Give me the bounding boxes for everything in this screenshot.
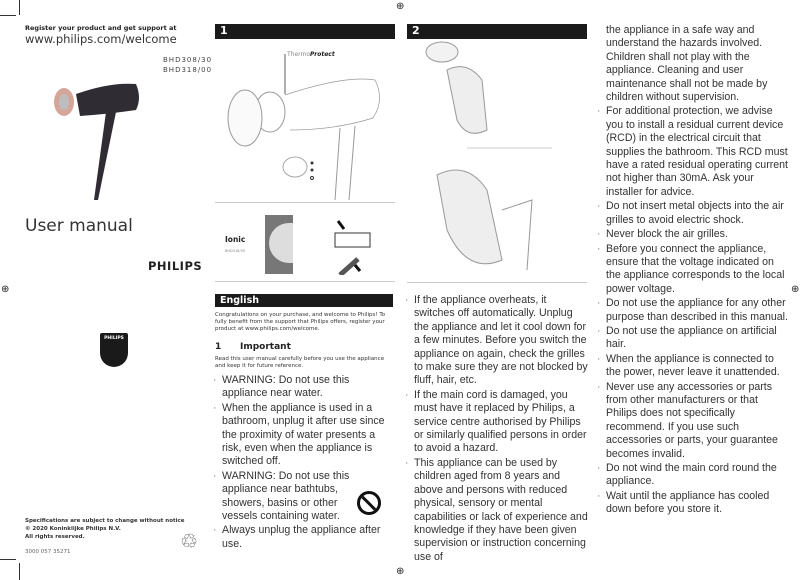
rights: All rights reserved. — [25, 534, 85, 540]
section-title: Important — [240, 342, 291, 352]
list-item: · WARNING: Do not use this appliance near bathtubs, showers, basins or other vessels containing water. — [213, 470, 393, 524]
manual-title: User manual — [25, 216, 133, 236]
figure-1-details — [215, 203, 395, 282]
ionic-grille-photo — [265, 215, 293, 274]
legal-notice — [25, 517, 185, 541]
philips-wordmark: PHILIPS — [148, 259, 203, 273]
list-item: · For additional protection, we advise you to install a residual current device (RCD) in the electrical circuit that supplies the bathroom. This RCD must have a rated residual operating current not higher than 30mA. Ask your installer for advice. — [597, 105, 791, 199]
model-number: BHD308/30 — [163, 56, 213, 64]
list-item: · Always unplug the appliance after use. — [213, 524, 393, 551]
intro-text: Congratulations on your purchase, and welcome to Philips! To fully benefit from the support that Philips offers, register your product at www.philips.com/welcome. — [215, 312, 386, 332]
list-item: · If the main cord is damaged, you must have it replaced by Philips, a service centre authorised by Philips or similarly qualified persons in order to avoid a hazard. — [405, 389, 590, 456]
column-3 — [597, 24, 791, 518]
no-bathtub-icon — [357, 491, 381, 515]
list-item: · Do not use the appliance on artificial hair. — [597, 325, 791, 352]
list-item: · Before you connect the appliance, ensure that the voltage indicated on the appliance corresponds to the local power voltage. — [597, 243, 791, 297]
continued-text: the appliance in a safe way and understand the hazards involved. Children shall not play with the appliance. Cleaning and user maintenance shall not be made by children without supervision. — [606, 24, 768, 104]
figure-1-panel — [215, 40, 395, 203]
hair-dryer-image — [50, 78, 145, 203]
registration-mark-icon: ⊕ — [1, 284, 10, 295]
crop-mark — [19, 0, 20, 15]
safety-list — [597, 105, 791, 517]
ionic-model: BHD318/00 — [225, 249, 246, 253]
english-header: English — [215, 294, 393, 307]
dryer-diagram — [225, 50, 395, 200]
crop-mark — [19, 563, 20, 580]
registration-mark-icon: ⊕ — [791, 284, 800, 295]
list-item: · Wait until the appliance has cooled down before you store it. — [597, 490, 791, 517]
list-item: · When the appliance is used in a bathroom, unplug it after use since the proximity of water presents a risk, even when the appliance is switched off. — [213, 402, 393, 469]
registration-mark-icon: ⊕ — [396, 1, 405, 12]
list-item: · Do not wind the main cord round the appliance. — [597, 462, 791, 489]
ionic-label: Ionic — [225, 235, 246, 244]
list-item: · WARNING: Do not use this appliance near water. — [213, 374, 393, 401]
spec-notice: Specifications are subject to change without notice — [25, 518, 185, 524]
list-item: · If the appliance overheats, it switches off automatically. Unplug the appliance and let it cool down for a few minutes. Before you switch the appliance on again, check the grilles to make sure they are not blocked by fluff, hair, etc. — [405, 294, 590, 388]
figure-2-panel — [407, 40, 587, 283]
list-item: · Never block the air grilles. — [597, 228, 791, 241]
section-intro: Read this user manual carefully before you use the appliance and keep it for future reference. — [215, 356, 385, 369]
list-item: · Do not insert metal objects into the air grilles to avoid electric shock. — [597, 200, 791, 227]
figure-1-header: 1 — [215, 24, 395, 39]
philips-shield-logo: PHILIPS — [100, 333, 128, 367]
thermoprotect-label: ThermoProtect — [287, 51, 335, 58]
doc-number: 3000 057 35271 — [25, 549, 71, 555]
crop-mark — [0, 559, 16, 560]
model-number: BHD318/00 — [163, 66, 213, 74]
safety-list — [405, 294, 590, 565]
list-item: · Do not use the appliance for any other purpose than described in this manual. — [597, 297, 791, 324]
list-item: · This appliance can be used by children aged from 8 years and above and persons with reduced physical, sensory or mental capabilities or lack of experience and knowledge if they have been given supervision or instruction concerning use of — [405, 457, 590, 564]
list-item: · Never use any accessories or parts from other manufacturers or that Philips does not specifically recommend. If you use such accessories or parts, your guarantee becomes invalid. — [597, 381, 791, 461]
safety-list — [213, 374, 393, 552]
crop-mark — [0, 15, 16, 16]
list-item: · When the appliance is connected to the power, never leave it unattended. — [597, 353, 791, 380]
drying-illustration — [407, 40, 587, 282]
filter-removal-diagram — [330, 215, 390, 275]
register-text: Register your product and get support at — [25, 24, 177, 32]
copyright: © 2020 Koninklijke Philips N.V. — [25, 526, 121, 532]
section-number: 1 — [215, 342, 222, 352]
support-url[interactable]: www.philips.com/welcome — [25, 32, 177, 46]
recycle-icon: ♲ — [180, 529, 198, 553]
figure-2-header: 2 — [407, 24, 587, 39]
registration-mark-icon: ⊕ — [396, 566, 405, 577]
